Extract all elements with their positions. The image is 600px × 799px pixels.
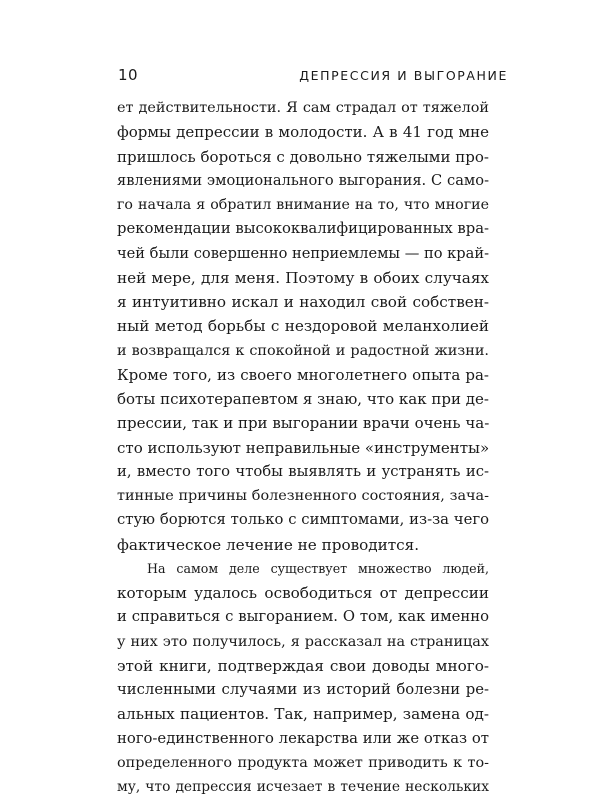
text-line: ет действительности. Я сам страдал от тяжелой <box>117 100 489 116</box>
text-line: я интуитивно искал и находил свой собствен- <box>117 293 489 311</box>
text-line: и возвращался к спокойной и радостной жизни. <box>117 342 489 359</box>
text-line: явлениями эмоционального выгорания. С само- <box>117 171 489 189</box>
text-line: численными случаями из историй болезни ре- <box>117 681 489 698</box>
paragraph-1 <box>117 96 489 557</box>
text-line: ный метод борьбы с нездоровой меланхолией <box>117 317 489 336</box>
text-line: альных пациентов. Так, например, замена од- <box>117 705 489 724</box>
text-line: ней мере, для меня. Поэтому в обоих случаях <box>117 268 489 287</box>
page-number: 10 <box>118 66 139 84</box>
text-line: ного-единственного лекарства или же отказ от <box>117 729 489 747</box>
text-line: На самом деле существует множество людей, <box>147 560 489 576</box>
text-line: у них это получилось, я рассказал на страницах <box>117 633 489 650</box>
running-head-title: ДЕПРЕССИЯ И ВЫГОРАНИЕ <box>299 68 508 83</box>
text-line: го начала я обратил внимание на то, что многие <box>117 197 489 213</box>
text-line: боты психотерапевтом я знаю, что как при де- <box>117 390 489 408</box>
text-line: стую борются только с симптомами, из-за чего <box>117 511 489 529</box>
text-line: Кроме того, из своего многолетнего опыта ра- <box>117 365 489 384</box>
text-line: формы депрессии в молодости. А в 41 год мне <box>117 123 489 142</box>
text-line: му, что депрессия исчезает в течение нескольких <box>117 779 489 795</box>
text-line: определенного продукта может приводить к то- <box>117 754 489 771</box>
text-line: рекомендации высококвалифицированных вра- <box>117 220 490 238</box>
text-line: сто используют неправильные «инструменты» <box>117 438 490 457</box>
text-line: тинные причины болезненного состояния, зача- <box>117 488 489 504</box>
text-line: этой книги, подтверждая свои доводы много- <box>117 656 489 675</box>
paragraph-2 <box>117 557 489 799</box>
text-line: и справиться с выгоранием. О том, как именно <box>117 608 489 626</box>
text-line: пришлось бороться с довольно тяжелыми про- <box>117 147 489 166</box>
text-line: прессии, так и при выгорании врачи очень ча- <box>117 414 490 433</box>
text-line: чей были совершенно неприемлемы — по край- <box>117 244 489 262</box>
text-line: которым удалось освободиться от депрессии <box>117 584 489 602</box>
text-line: фактическое лечение не проводится. <box>117 535 420 554</box>
text-line: и, вместо того чтобы выявлять и устранять ис- <box>117 462 489 480</box>
body-text <box>117 96 489 799</box>
